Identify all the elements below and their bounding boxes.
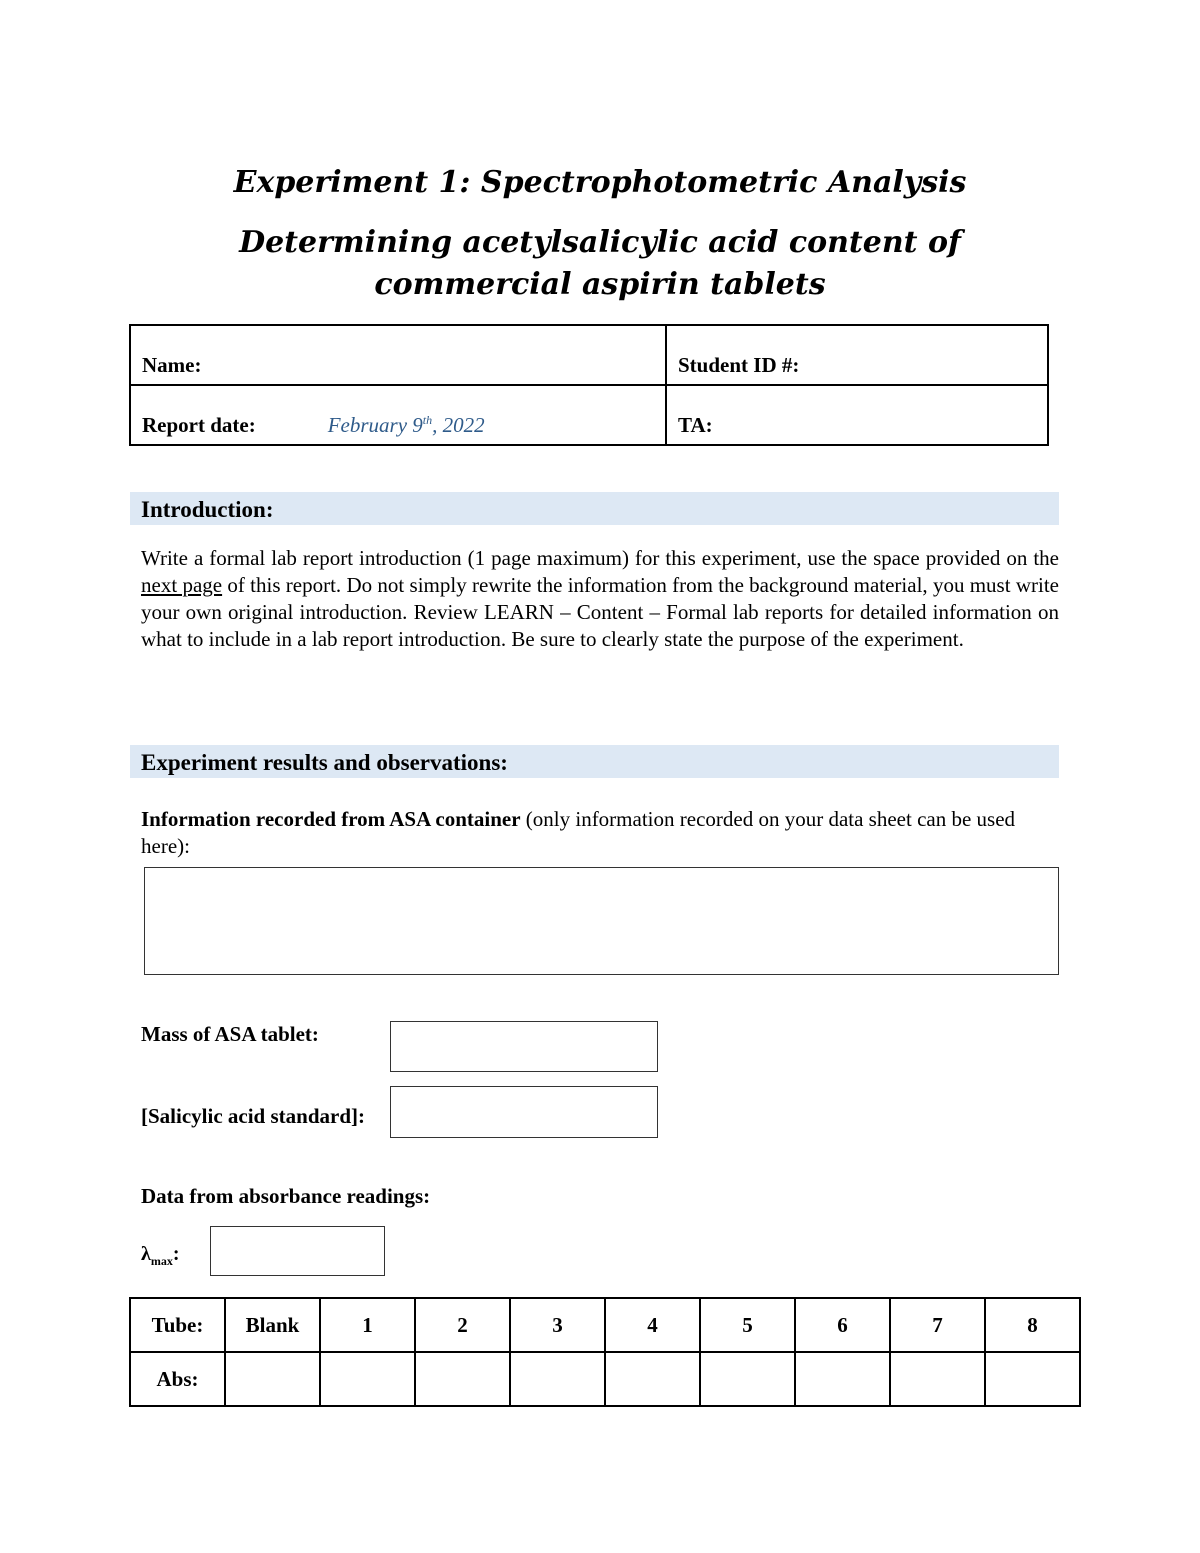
introduction-text: Write a formal lab report introduction (1 page maximum) for this experiment, use the space provided on the next page of this report. Do not simply rewrite the information from the background material, you must write your own original introduction. Review LEARN – Content – Formal lab reports for detailed information on what to include in a lab report introduction. Be sure to clearly state the purpose of the experiment. [141,546,1060,651]
student-id-field[interactable] [666,325,1048,385]
abs-cell-1[interactable] [320,1352,415,1406]
abs-cell-4[interactable] [605,1352,700,1406]
lambda-max-input-box[interactable] [210,1226,385,1276]
abs-row-label: Abs: [130,1352,225,1406]
student-id-label: Student ID #: [678,353,800,377]
abs-cell-5[interactable] [700,1352,795,1406]
standard-input-box[interactable] [390,1086,658,1138]
abs-cell-8[interactable] [985,1352,1080,1406]
name-field[interactable] [130,325,666,385]
report-date-value: February 9th, 2022 [327,413,485,437]
abs-cell-2[interactable] [415,1352,510,1406]
results-heading: Experiment results and observations: [130,745,1059,778]
introduction-heading: Introduction: [130,492,1059,525]
next-page-link[interactable]: next page [141,573,223,597]
ta-label: TA: [678,413,713,437]
tube-header-1: 1 [320,1298,415,1352]
asa-container-instructions: Information recorded from ASA container (only information recorded on your data sheet can be used here): [141,807,1016,858]
standard-label: [Salicylic acid standard]: [141,1104,365,1128]
report-date-field[interactable] [130,385,666,445]
abs-cell-7[interactable] [890,1352,985,1406]
absorbance-heading: Data from absorbance readings: [141,1184,431,1208]
abs-cell-3[interactable] [510,1352,605,1406]
tube-header-4: 4 [605,1298,700,1352]
asa-container-info-box[interactable] [144,867,1059,975]
tube-row [130,1298,1080,1352]
tube-header-2: 2 [415,1298,510,1352]
document-title: Experiment 1: Spectrophotometric Analysis [233,165,967,200]
tube-header-3: 3 [510,1298,605,1352]
ta-field[interactable] [666,385,1048,445]
tube-header-blank: Blank [225,1298,320,1352]
student-info-table [129,324,1049,446]
document-subtitle: Determining acetylsalicylic acid content of commercial aspirin tablets [239,225,961,302]
tube-header-7: 7 [890,1298,985,1352]
abs-cell-6[interactable] [795,1352,890,1406]
tube-row-label: Tube: [130,1298,225,1352]
mass-label: Mass of ASA tablet: [141,1022,319,1046]
abs-row [130,1352,1080,1406]
name-label: Name: [142,353,202,377]
lambda-max-label: $\lambda_{max}$: [141,1243,180,1268]
abs-cell-blank[interactable] [225,1352,320,1406]
mass-input-box[interactable] [390,1021,658,1072]
tube-header-8: 8 [985,1298,1080,1352]
tube-header-6: 6 [795,1298,890,1352]
tube-header-5: 5 [700,1298,795,1352]
absorbance-table [129,1297,1081,1407]
report-date-label: Report date: [142,413,256,437]
